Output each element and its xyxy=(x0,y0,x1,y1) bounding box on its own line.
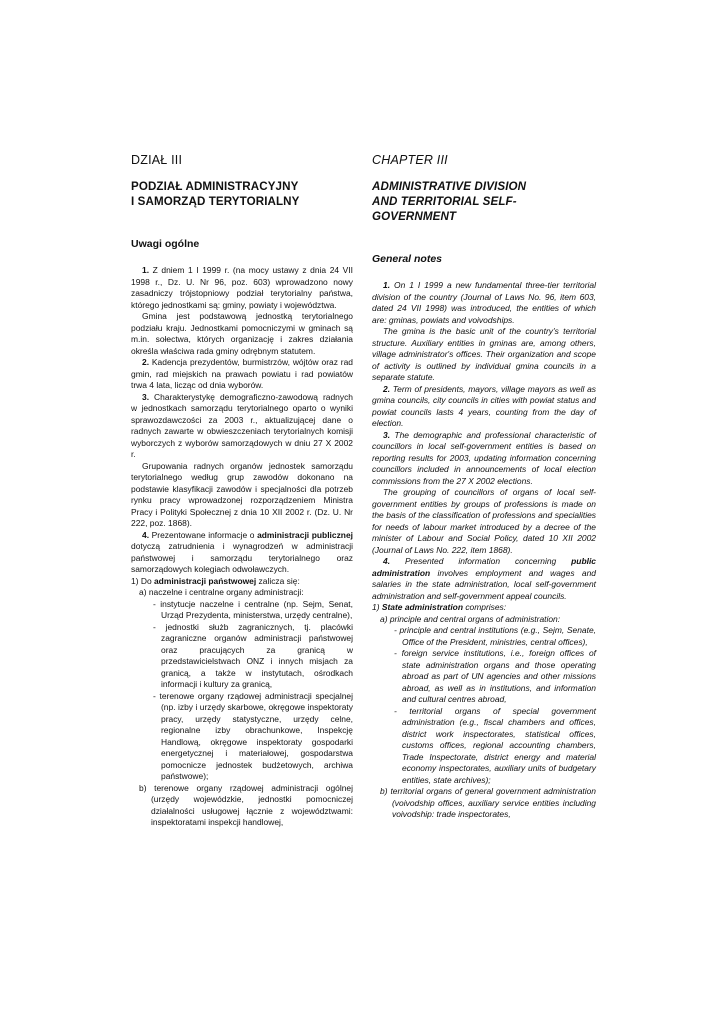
english-column xyxy=(372,153,596,821)
paragraph-3b: The grouping of councillors of organs of local self-government entities by groups of professions is made on the basis of the classification of professions and specialities for needs of labour market introduced by a decree of the minister of Labour and Social Policy, dated 10 XII 2002 (Journal of Laws No. 222, item 1868). xyxy=(372,487,596,555)
paragraph-number: 4. xyxy=(383,556,391,566)
bold-term: State administration xyxy=(381,602,463,612)
paragraph-3 xyxy=(372,430,596,488)
paragraph-2 xyxy=(372,384,596,430)
paragraph-text: Term of presidents, mayors, village mayors as well as gmina councils, city councils in cities with powiat status and powiat councils lasts 4 years, counting from the day of election. xyxy=(372,383,596,428)
paragraph-text: involves employment and wages and salaries in the state administration, local self-government administration and self-government appeal councils. xyxy=(372,567,596,601)
paragraph-number: 3. xyxy=(142,391,150,402)
section-subheading: Uwagi ogólne xyxy=(131,238,200,250)
chapter-title-line-1: PODZIAŁ ADMINISTRACYJNY xyxy=(131,180,299,193)
dash-item-3: - territorial organs of special government administration (e.g., fiscal chambers and offices, district work inspectorates, statistical offices, customs offices, regional accounting chambers, Trade Inspectorate, district energy and material economy inspectorates, auxiliary units of budgetary entities, state archives); xyxy=(394,705,596,785)
dash-item-1: - instytucje naczelne i centralne (np. Sejm, Senat, Urząd Prezydenta, ministerstwa, urzędy centralne), xyxy=(153,598,353,620)
paragraph-text: Kadencja prezydentów, burmistrzów, wójtów oraz rad gmin, rad miejskich na prawach powiatu i rad powiatów trwa 4 lata, licząc od dnia wyborów. xyxy=(131,357,353,390)
paragraph-4 xyxy=(131,530,353,576)
section-subheading: General notes xyxy=(372,253,443,265)
paragraph-number: 1. xyxy=(142,265,150,275)
dash-item-3: - terenowe organy rządowej administracji specjalnej (np. izby i urzędy skarbowe, okręgowe inspektoraty pracy, urzędy statystyczne, urzędy celne, regionalne izby obrachunkowe, Inspekcję Handlową, okręgowe inspektoraty gospodarki energetycznej i materiałowej, gospodarstwa pomocnicze jednostek budżetowych, archiwa państwowe); xyxy=(153,690,353,781)
paragraph-text: Z dniem 1 I 1999 r. (na mocy ustawy z dnia 24 VII 1998 r., Dz. U. Nr 96, poz. 603) wprowadzono nowy zasadniczy trójstopniowy podział terytorialny państwa, którego jednostkami są: gminy, powiaty i województwa. xyxy=(131,265,353,310)
list-item-1 xyxy=(131,576,353,588)
paragraph-number: 3. xyxy=(383,429,391,440)
paragraph-text: The demographic and professional characteristic of councillors in local self-government entities is based on reporting results for 2003, updating information concerning councillors included in announcements of local election commissions from the 27 X 2002 elections. xyxy=(372,429,596,486)
list-text: 1) xyxy=(372,602,382,612)
paragraph-3b: Grupowania radnych organów jednostek samorządu terytorialnego według grup zawodów dokonano na podstawie klasyfikacji zawodów i specjalności dla potrzeb rynku pracy wprowadzonej rozporządzeniem Ministra Pracy i Polityki Społecznej z dnia 10 XII 2002 r. (Dz. U. Nr 222, poz. 1868). xyxy=(131,460,353,528)
list-text: comprises: xyxy=(462,602,507,612)
paragraph-text: Prezentowane informacje o xyxy=(149,529,258,540)
bold-term: public administration xyxy=(372,556,596,578)
paragraph-number: 1. xyxy=(383,280,391,290)
list-text: zalicza się: xyxy=(256,575,300,586)
dash-item-1: - principle and central institutions (e.g., Sejm, Senate, Office of the President, ministries, central offices), xyxy=(394,625,596,647)
dash-item-2: - jednostki służb zagranicznych, tj. placówki zagraniczne organów administracji państwowej oraz pracujących za granicą w przedstawicielstwach ONZ i innych misjach za granicą, a także w instytutach, ośrodkach informacji i kultury za granicą, xyxy=(153,621,353,689)
bold-term: administracji publicznej xyxy=(257,529,353,540)
paragraph-text: Presented information concerning xyxy=(390,556,572,566)
list-item-a: a) naczelne i centralne organy administracji: xyxy=(139,587,304,597)
paragraph-text: Charakterystykę demograficzno-zawodową radnych w jednostkach samorządu terytorialnego oparto o wyniki sprawozdawczości za 2003 r., aktualizującej dane o radnych zawarte w obwieszczeniach terytorialnych komisji wyborczych z wyborów samorządowych w dniu 27 X 2002 r. xyxy=(131,391,353,459)
paragraph-number: 4. xyxy=(142,529,150,540)
list-text: 1) Do xyxy=(131,575,154,586)
list-item-1 xyxy=(372,602,596,614)
list-item-a: a) principle and central organs of administration: xyxy=(380,613,561,624)
chapter-title xyxy=(131,179,353,209)
list-item-b: b) terenowe organy rządowej administracji ogólnej (urzędy wojewódzkie, jednostki pomocniczej działalności usługowej łącznie z województwami: inspektoratami inspekcji handlowej, xyxy=(139,782,353,827)
paragraph-1 xyxy=(131,265,353,311)
chapter-title-line-1: ADMINISTRATIVE DIVISION xyxy=(372,180,527,193)
paragraph-3 xyxy=(131,392,353,461)
paragraph-2 xyxy=(131,357,353,392)
paragraph-number: 2. xyxy=(383,383,391,394)
bold-term: administracji państwowej xyxy=(153,575,257,586)
paragraph-4 xyxy=(372,556,596,602)
paragraph-1b: Gmina jest podstawową jednostką terytorialnego podziału kraju. Jednostkami pomocniczymi w gminach są m.in. sołectwa, których organizację i zakres działania określa właściwa rada gminy odrębnym statutem. xyxy=(131,311,353,356)
paragraph-number: 2. xyxy=(142,357,150,367)
chapter-heading: DZIAŁ III xyxy=(131,153,183,167)
chapter-heading: CHAPTER III xyxy=(372,153,448,167)
paragraph-1b: The gmina is the basic unit of the country's territorial structure. Auxiliary entities in gminas are, among others, village administrator's offices. Their organization and scope of activity is outlined by individual gmina councils in a separate statute. xyxy=(372,326,596,382)
chapter-title xyxy=(372,179,596,224)
paragraph-text: dotyczą zatrudnienia i wynagrodzeń w administracji państwowej i samorządu terytorialnego oraz samorządowych kolegiach odwoławczych. xyxy=(131,541,353,574)
polish-column xyxy=(131,153,353,829)
dash-item-2: - foreign service institutions, i.e., foreign offices of state administration organs and those operating abroad as part of UN agencies and other missions abroad, as well as in institutions, and information and cultural centres abroad, xyxy=(394,648,596,704)
list-item-b: b) territorial organs of general government administration (voivodship offices, auxiliary service entities including voivodship: trade inspectorates, xyxy=(380,786,596,819)
chapter-title-line-2: I SAMORZĄD TERYTORIALNY xyxy=(131,195,300,208)
paragraph-1 xyxy=(372,280,596,326)
chapter-title-line-2: AND TERRITORIAL SELF-GOVERNMENT xyxy=(372,195,517,223)
paragraph-text: On 1 I 1999 a new fundamental three-tier territorial division of the country (Journal of Laws No. 96, item 603, dated 24 VII 1998) was introduced, the entities of which are: gminas, powiats and voivodships. xyxy=(372,280,596,325)
